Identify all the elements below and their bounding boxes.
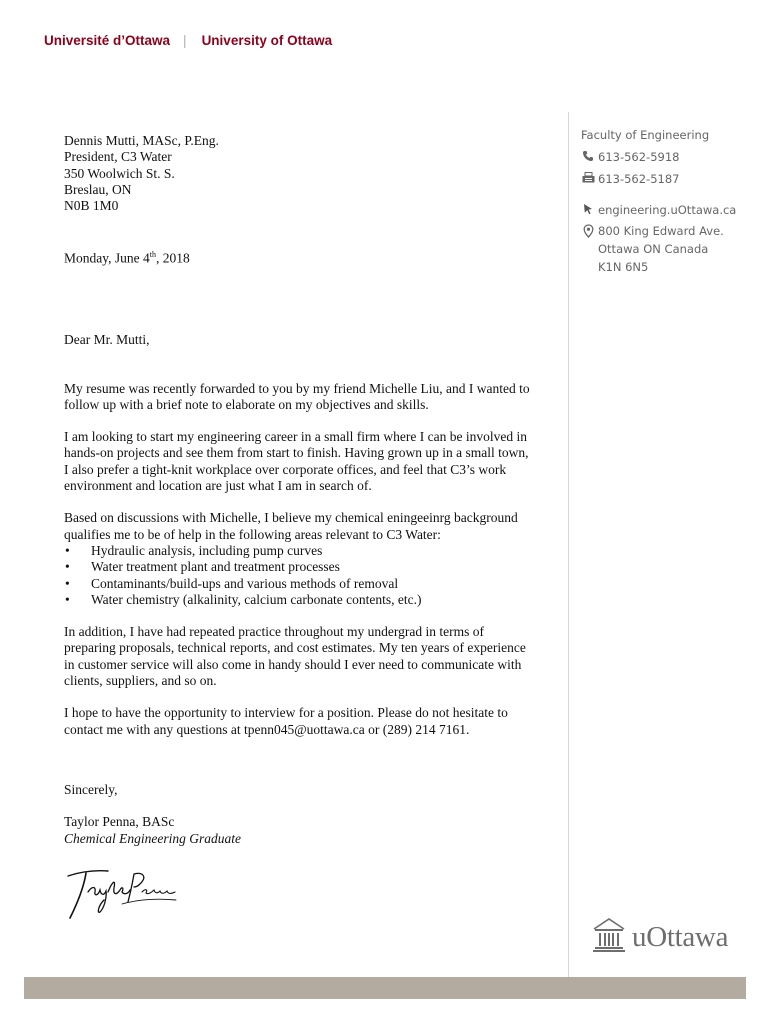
address-row xyxy=(581,222,724,276)
university-name-en: University of Ottawa xyxy=(201,32,333,48)
university-name-fr: Université d’Ottawa xyxy=(44,32,171,48)
salutation: Dear Mr. Mutti, xyxy=(64,332,150,348)
recipient-address xyxy=(64,133,534,214)
faculty-label: Faculty of Engineering xyxy=(581,128,710,142)
cursor-icon xyxy=(581,201,595,215)
location-pin-icon xyxy=(581,222,595,238)
recipient-line: N0B 1M0 xyxy=(64,198,119,214)
list-item: • Hydraulic analysis, including pump curves xyxy=(91,543,534,559)
header-separator: | xyxy=(183,32,187,48)
fax-row xyxy=(581,170,679,188)
address-line: Ottawa ON Canada xyxy=(598,242,709,256)
paragraph-career: I am looking to start my engineering career in a small firm where I can be involved in hands-on projects and see them from start to finish. Having grown up in a small town, I also prefer a tight-knit workplace over corporate offices, and feel that C3’s work environment and location are just what I am in search of. xyxy=(64,429,529,494)
phone-number: 613-562-5918 xyxy=(598,150,680,164)
paragraph-experience: In addition, I have had repeated practice throughout my undergrad in terms of preparing proposals, technical reports, and cost estimates. My ten years of experience in customer service will also come in handy should I ever need to communicate with clients, suppliers, and so on. xyxy=(64,624,526,689)
skills-list xyxy=(64,543,534,608)
address-line: K1N 6N5 xyxy=(598,260,649,274)
paragraph-background: Based on discussions with Michelle, I believe my chemical eningeeinrg background qualifies me to be of help in the following areas relevant to C3 Water: xyxy=(64,510,518,542)
uottawa-logo xyxy=(592,917,728,958)
recipient-line: 350 Woolwich St. S. xyxy=(64,165,175,181)
fax-number: 613-562-5187 xyxy=(598,172,680,186)
signer-name: Taylor Penna, BASc xyxy=(64,814,175,830)
letter-date: Monday, June 4th, 2018 xyxy=(64,250,190,266)
address-line: 800 King Edward Ave. xyxy=(598,224,724,238)
website-link[interactable]: engineering.uOttawa.ca xyxy=(598,203,737,217)
building-icon xyxy=(592,917,626,958)
website-row xyxy=(581,201,736,219)
uottawa-wordmark: uOttawa xyxy=(632,921,729,953)
closing: Sincerely, xyxy=(64,781,118,797)
list-item: • Water treatment plant and treatment processes xyxy=(91,559,534,575)
list-item: • Contaminants/build-ups and various methods of removal xyxy=(91,576,534,592)
recipient-line: President, C3 Water xyxy=(64,149,172,165)
letterhead-header xyxy=(44,30,332,50)
footer-band xyxy=(24,977,746,999)
handwritten-signature xyxy=(62,862,182,929)
sidebar-divider xyxy=(568,112,569,990)
list-item: • Water chemistry (alkalinity, calcium carbonate contents, etc.) xyxy=(91,592,534,608)
fax-icon xyxy=(581,170,595,183)
recipient-line: Breslau, ON xyxy=(64,181,132,197)
recipient-line: Dennis Mutti, MASc, P.Eng. xyxy=(64,133,219,148)
letter-body xyxy=(64,133,534,847)
paragraph-intro: My resume was recently forwarded to you by my friend Michelle Liu, and I wanted to follow up with a brief note to elaborate on my objectives and skills. xyxy=(64,380,530,412)
phone-row xyxy=(581,148,679,166)
paragraph-closing: I hope to have the opportunity to interview for a position. Please do not hesitate to contact me with any questions at tpenn045@uottawa.ca or (289) 214 7161. xyxy=(64,705,508,737)
address-lines xyxy=(598,222,724,276)
signer-title: Chemical Engineering Graduate xyxy=(64,830,241,846)
phone-icon xyxy=(581,148,595,162)
